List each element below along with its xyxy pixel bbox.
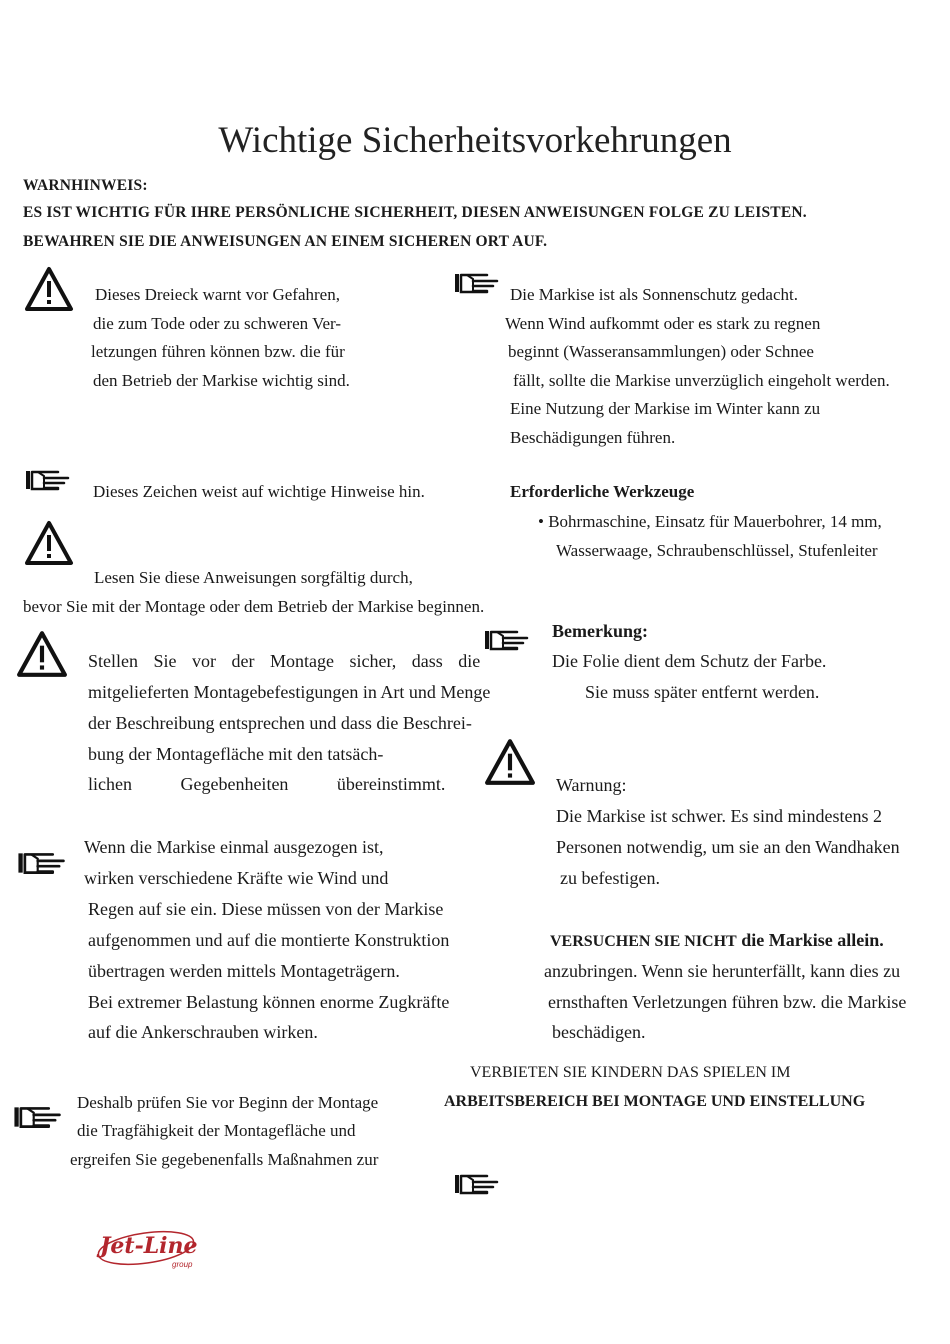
mounting-line: der Beschreibung entsprechen und dass die Beschrei- bbox=[88, 713, 472, 733]
sun-protection-line: Wenn Wind aufkommt oder es stark zu regnen bbox=[505, 314, 821, 333]
sun-protection-line: Beschädigungen führen. bbox=[510, 428, 676, 447]
forces-line: auf die Ankerschrauben wirken. bbox=[88, 1022, 318, 1042]
triangle-note-line: Dieses Dreieck warnt vor Gefahren, bbox=[95, 285, 340, 304]
forces-line: aufgenommen und auf die montierte Konstruktion bbox=[88, 930, 450, 950]
remark-heading: Bemerkung: bbox=[552, 621, 648, 641]
pointing-hand-icon bbox=[24, 466, 72, 494]
forces-line: wirken verschiedene Kräfte wie Wind und bbox=[84, 868, 389, 888]
not-alone-line bbox=[550, 930, 884, 952]
warning-text-line: zu befestigen. bbox=[560, 868, 660, 888]
sun-protection-line: Die Markise ist als Sonnenschutz gedacht. bbox=[510, 285, 798, 304]
tools-line: • Bohrmaschine, Einsatz für Mauerbohrer, 14 mm, bbox=[538, 512, 882, 531]
forces-line: Regen auf sie ein. Diese müssen von der Markise bbox=[88, 899, 444, 919]
consequence-line: anzubringen. Wenn sie herunterfällt, kann dies zu bbox=[544, 961, 901, 981]
warning-line-2: BEWAHREN SIE DIE ANWEISUNGEN AN EINEM SICHEREN ORT AUF. bbox=[23, 233, 548, 250]
pointing-hand-icon bbox=[452, 269, 502, 297]
tools-line: Wasserwaage, Schraubenschlüssel, Stufenleiter bbox=[556, 541, 878, 560]
mounting-line bbox=[88, 651, 481, 671]
children-line: VERBIETEN SIE KINDERN DAS SPIELEN IM bbox=[470, 1064, 791, 1081]
warning-triangle-icon bbox=[484, 738, 536, 786]
logo-subtext: group bbox=[172, 1260, 193, 1269]
sun-protection-line: beginnt (Wasseransammlungen) oder Schnee bbox=[508, 342, 814, 361]
mounting-line: lichen Gegebenheiten übereinstimmt. bbox=[88, 774, 446, 794]
mounting-text: Stellen Sie vor der Montage sicher, dass die bbox=[88, 651, 481, 671]
pointing-hand-icon bbox=[452, 1170, 502, 1198]
triangle-note-line: den Betrieb der Markise wichtig sind. bbox=[93, 371, 350, 390]
triangle-note-line: die zum Tode oder zu schweren Ver- bbox=[93, 314, 342, 333]
warning-triangle-icon bbox=[24, 266, 74, 312]
triangle-note-line: letzungen führen können bzw. die für bbox=[91, 342, 345, 361]
remark-line: Die Folie dient dem Schutz der Farbe. bbox=[552, 651, 827, 671]
pointing-hand-icon bbox=[16, 848, 68, 878]
warning-line-1: ES IST WICHTIG FÜR IHRE PERSÖNLICHE SICHERHEIT, DIESEN ANWEISUNGEN FOLGE ZU LEISTEN. bbox=[23, 204, 807, 221]
sun-protection-line: Eine Nutzung der Markise im Winter kann zu bbox=[510, 399, 821, 418]
pointing-hand-icon bbox=[12, 1102, 64, 1132]
forces-line: übertragen werden mittels Montageträgern. bbox=[88, 961, 400, 981]
read-instructions-line: bevor Sie mit der Montage oder dem Betrieb der Markise beginnen. bbox=[23, 597, 485, 616]
remark-line: Sie muss später entfernt werden. bbox=[585, 682, 820, 702]
tools-heading: Erforderliche Werkzeuge bbox=[510, 482, 695, 501]
warning-text-line: Die Markise ist schwer. Es sind mindestens 2 bbox=[556, 806, 882, 826]
hand-note: Dieses Zeichen weist auf wichtige Hinweise hin. bbox=[93, 482, 425, 501]
not-alone-rest: die Markise allein. bbox=[736, 930, 884, 950]
check-line: ergreifen Sie gegebenenfalls Maßnahmen zur bbox=[70, 1150, 379, 1169]
check-line: die Tragfähigkeit der Montagefläche und bbox=[77, 1121, 356, 1140]
mounting-line: bung der Montagefläche mit den tatsäch- bbox=[88, 744, 384, 764]
not-alone-caps: VERSUCHEN SIE NICHT bbox=[550, 933, 737, 950]
sun-protection-line: fällt, sollte die Markise unverzüglich eingeholt werden. bbox=[513, 371, 890, 390]
consequence-line: beschädigen. bbox=[552, 1022, 646, 1042]
warning-triangle-icon bbox=[24, 520, 74, 566]
warning-text-line: Personen notwendig, um sie an den Wandhaken bbox=[556, 837, 900, 857]
check-line: Deshalb prüfen Sie vor Beginn der Montage bbox=[77, 1093, 379, 1112]
forces-line: Bei extremer Belastung können enorme Zugkräfte bbox=[88, 992, 450, 1012]
forces-line: Wenn die Markise einmal ausgezogen ist, bbox=[84, 837, 384, 857]
pointing-hand-icon bbox=[482, 626, 532, 654]
warning-label: WARNHINWEIS: bbox=[23, 177, 148, 194]
children-line: ARBEITSBEREICH BEI MONTAGE UND EINSTELLUNG bbox=[444, 1093, 866, 1110]
company-logo bbox=[94, 1226, 204, 1274]
logo-text: Jet-Line bbox=[100, 1233, 198, 1259]
page-title: Wichtige Sicherheitsvorkehrungen bbox=[218, 120, 732, 161]
consequence-line: ernsthaften Verletzungen führen bzw. die Markise bbox=[548, 992, 907, 1012]
warning-triangle-icon bbox=[16, 630, 68, 678]
warning-heading: Warnung: bbox=[556, 775, 627, 795]
mounting-line: mitgelieferten Montagebefestigungen in Art und Menge bbox=[88, 682, 491, 702]
read-instructions-line: Lesen Sie diese Anweisungen sorgfältig durch, bbox=[94, 568, 413, 587]
